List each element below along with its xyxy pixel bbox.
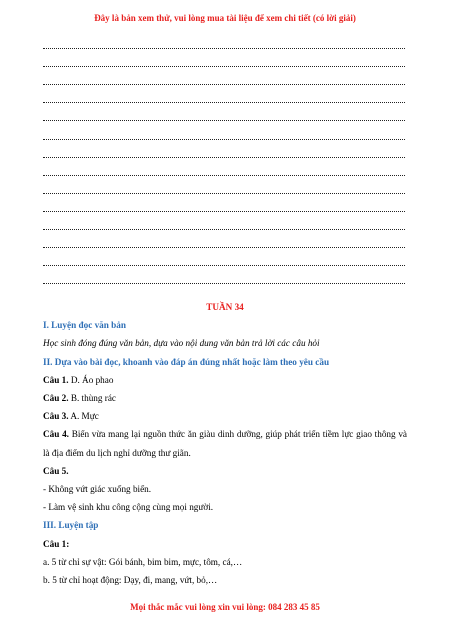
question-label: Câu 2.	[43, 393, 69, 404]
question-4-answer	[43, 425, 407, 461]
blank-answer-line	[43, 109, 405, 127]
question-label: Câu 3.	[43, 411, 69, 422]
section-reading-instruction: Học sinh đóng đúng văn bản, dựa vào nội dung văn bản trả lời các câu hỏi	[43, 338, 320, 349]
blank-answer-line	[43, 55, 405, 73]
answer-text: A. Mực	[68, 411, 99, 422]
answer-text: Biển vừa mang lại nguồn thức ăn giàu dinh dưỡng, giúp phát triển tiềm lực giao thông và là địa điểm du lịch nghỉ dưỡng thư giãn.	[43, 429, 407, 458]
question-5-label: Câu 5.	[43, 465, 69, 476]
blank-answer-line	[43, 37, 405, 55]
week-title: TUẦN 34	[206, 302, 244, 312]
practice-question-1-label: Câu 1:	[43, 538, 70, 549]
blank-answer-line	[43, 200, 405, 218]
question-1-answer	[43, 371, 407, 389]
section-practice-heading: III. Luyện tập	[43, 520, 99, 531]
section-questions-heading: II. Dựa vào bài đọc, khoanh vào đáp án đúng nhất hoặc làm theo yêu cầu	[43, 356, 330, 367]
contact-notice: Mọi thắc mắc vui lòng xin vui lòng: 084 283 45 85	[130, 602, 320, 612]
blank-answer-line	[43, 146, 405, 164]
section-reading-heading: I. Luyện đọc văn bản	[43, 320, 126, 331]
question-2-answer	[43, 389, 407, 407]
blank-answer-line	[43, 236, 405, 254]
question-5-line-2: - Làm vệ sinh khu công cộng cùng mọi người.	[43, 502, 214, 513]
answer-blank-lines	[43, 37, 405, 309]
blank-answer-line	[43, 218, 405, 236]
preview-notice: Đây là bản xem thử, vui lòng mua tài liệu để xem chi tiết (có lời giải)	[94, 13, 356, 23]
blank-answer-line	[43, 272, 405, 290]
question-3-answer	[43, 407, 407, 425]
answer-text: D. Áo phao	[68, 374, 114, 385]
question-label: Câu 1.	[43, 374, 69, 385]
blank-answer-line	[43, 182, 405, 200]
blank-answer-line	[43, 164, 405, 182]
blank-answer-line	[43, 73, 405, 91]
blank-answer-line	[43, 254, 405, 272]
blank-answer-line	[43, 91, 405, 109]
question-5-line-1: - Không vứt giác xuống biển.	[43, 484, 152, 495]
question-label: Câu 4.	[43, 429, 69, 440]
practice-answer-b: b. 5 từ chỉ hoạt động: Dạy, đi, mang, vứt, bỏ,…	[43, 575, 218, 586]
blank-answer-line	[43, 127, 405, 145]
answer-text: B. thùng rác	[68, 393, 116, 404]
practice-answer-a: a. 5 từ chỉ sự vật: Gói bánh, bim bim, mực, tôm, cá,…	[43, 556, 243, 567]
document-body	[43, 298, 407, 589]
